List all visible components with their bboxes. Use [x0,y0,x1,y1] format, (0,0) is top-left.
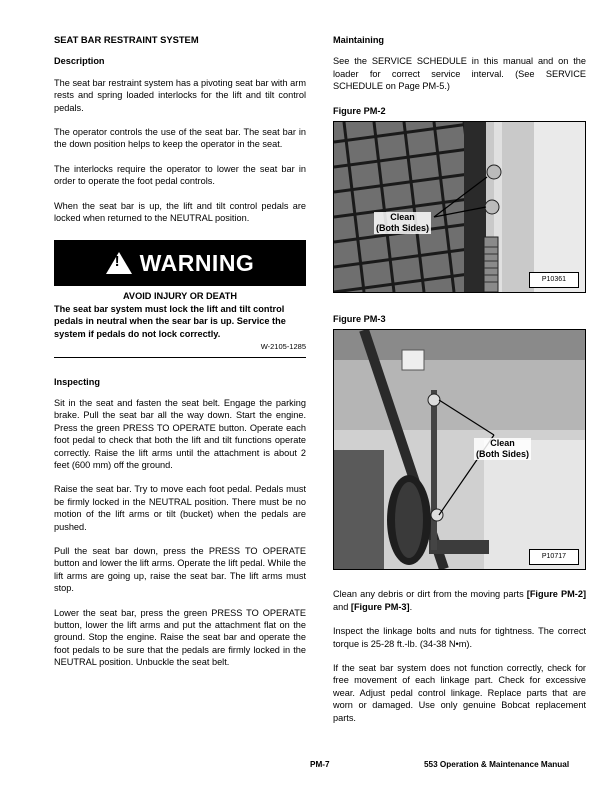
function-paragraph: If the seat bar system does not function correctly, check for free movement of each linkage part. Check for excessive wear. Adjust pedal control linkage. Replace parts that are worn or damaged. Use only genuine Bobcat replacement parts. [333,663,586,723]
manual-title: 553 Operation & Maintenance Manual [424,760,570,769]
torque-paragraph: Inspect the linkage bolts and nuts for tightness. The correct torque is 25-28 ft.-lb. (34-38 N•m). [333,626,586,649]
clean-paragraph-text: Clean any debris or dirt from the moving parts [333,589,527,600]
figure-pm2-callout [374,212,431,234]
warning-banner [54,240,306,286]
left-column [54,34,306,681]
inspecting-paragraph-3: Pull the seat bar down, press the PRESS TO OPERATE button and lower the lift arms. Operate the lift pedal. While the lift arms are going up, raise the seat bar. The lift arms must stop. [54,545,306,594]
description-paragraph-2: The operator controls the use of the seat bar. The seat bar in the down position helps to keep the operator in the seat. [54,127,306,150]
figure-pm3-label: Figure PM-3 [333,314,386,325]
clean-paragraph [333,588,586,613]
figure-pm3-callout [474,438,531,460]
clean-paragraph-and: and [333,601,351,612]
figure-pm3-photo [333,329,586,570]
figure-pm2-callout-line1: Clean [390,212,415,223]
figure-pm2-label: Figure PM-2 [333,105,386,116]
seat-bar-linkage-photo [334,122,586,292]
figure-pm3-callout-line1: Clean [490,438,515,449]
figure-pm2-reference: [Figure PM-2] [526,589,586,600]
page-number: PM-7 [310,760,330,769]
warning-code: W-2105-1285 [54,341,306,357]
warning-word: WARNING [139,250,255,277]
figure-pm3-reference: [Figure PM-3] [350,601,410,612]
figure-pm2-code: P10361 [529,272,579,288]
figure-pm2-callout-line2: (Both Sides) [376,223,429,234]
maintaining-paragraph: See the SERVICE SCHEDULE in this manual and on the loader for correct service interval. (See SERVICE SCHEDULE on Page PM-5.) [333,56,586,92]
maintaining-heading: Maintaining [333,35,385,45]
description-heading: Description [54,56,105,67]
inspecting-paragraph-1: Sit in the seat and fasten the seat belt. Engage the parking brake. Pull the seat bar all the way down. Start the engine. Press the green PRESS TO OPERATE button. Operate each foot pedal to check that both the lift and tilt functions operate correctly. Raise the lift arms until the attachment is about 2 feet (600 mm) off the ground. [54,397,306,470]
figure-pm3-callout-line2: (Both Sides) [476,449,529,460]
figure-pm3-code: P10717 [529,549,579,565]
section-title: SEAT BAR RESTRAINT SYSTEM [54,34,199,45]
inspecting-heading: Inspecting [54,376,100,387]
inspecting-paragraph-4: Lower the seat bar, press the green PRESS TO OPERATE button, lower the lift arms and put the attachment flat on the ground. Stop the engine. Raise the seat bar and operate the foot pedals to be sure that the pedals are firmly locked in the NEUTRAL position. Unbuckle the seat belt. [54,607,306,668]
inspecting-paragraph-2: Raise the seat bar. Try to move each foot pedal. Pedals must be firmly locked in the NEUTRAL position. There must be no motion of the lift arms or tilt (bucket) when the pedals are pushed. [54,484,306,532]
warning-subtitle: AVOID INJURY OR DEATH [122,291,237,302]
clean-paragraph-end: . [409,601,413,612]
right-column [333,34,586,736]
pedal-linkage-photo [334,330,586,569]
description-paragraph-1: The seat bar restraint system has a pivoting seat bar with arm rests and spring loaded interlocks for the lift and tilt control pedals. [54,77,306,113]
description-paragraph-3: The interlocks require the operator to lower the seat bar in order to operate the foot pedal controls. [54,163,306,187]
description-paragraph-4: When the seat bar is up, the lift and tilt control pedals are locked when returned to the NEUTRAL position. [54,200,306,224]
warning-text: The seat bar system must lock the lift and tilt control pedals in neutral when the sear bar is up. Service the system if pedals do not lock correctly. [54,303,286,339]
warning-triangle-icon: ! [106,252,132,274]
figure-pm2-photo [333,121,586,293]
